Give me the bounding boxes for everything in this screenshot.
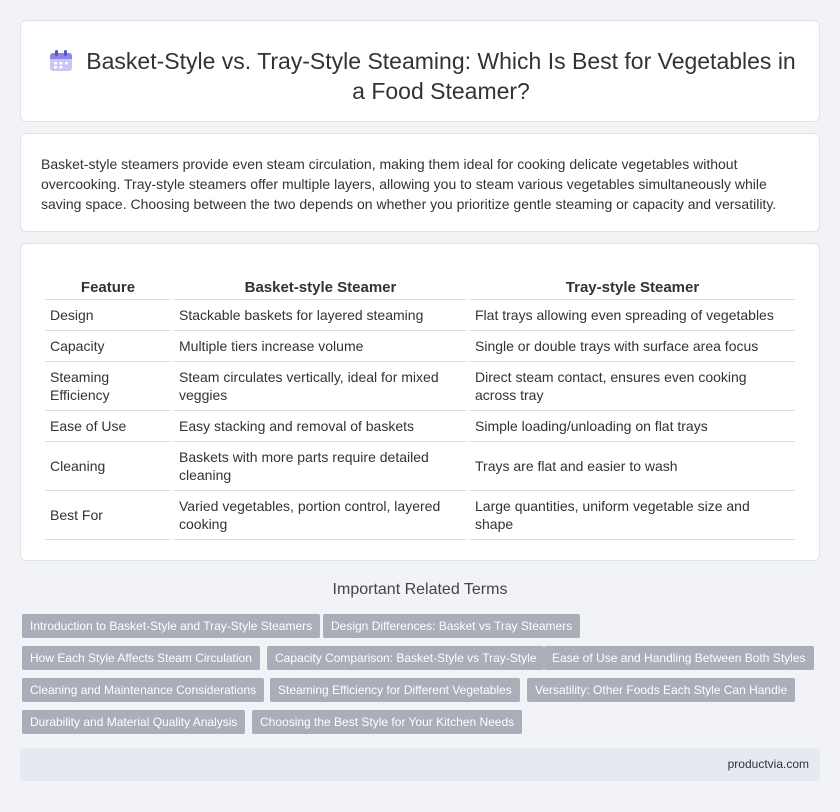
related-term-tag[interactable]: How Each Style Affects Steam Circulation — [22, 646, 260, 670]
table-row — [45, 411, 795, 442]
table-cell: Design — [45, 300, 171, 331]
table-cell: Easy stacking and removal of baskets — [174, 411, 467, 442]
related-term-tag[interactable]: Introduction to Basket-Style and Tray-Style Steamers — [22, 614, 320, 638]
table-cell: Multiple tiers increase volume — [174, 331, 467, 362]
table-cell: Cleaning — [45, 442, 171, 491]
related-term-tag[interactable]: Durability and Material Quality Analysis — [22, 710, 245, 734]
table-cell: Trays are flat and easier to wash — [470, 442, 795, 491]
related-term-tag[interactable]: Design Differences: Basket vs Tray Steamers — [323, 614, 580, 638]
related-term-tag[interactable]: Steaming Efficiency for Different Vegetables — [270, 678, 520, 702]
footer-site-link[interactable]: productvia.com — [727, 757, 809, 771]
table-row — [45, 442, 795, 491]
comparison-card — [20, 243, 820, 561]
column-header: Basket-style Steamer — [174, 275, 467, 300]
related-term-tag[interactable]: Ease of Use and Handling Between Both Styles — [544, 646, 814, 670]
related-term-tag[interactable]: Capacity Comparison: Basket-Style vs Tray-Style — [267, 646, 544, 670]
table-cell: Steaming Efficiency — [45, 362, 171, 411]
table-cell: Ease of Use — [45, 411, 171, 442]
title-card — [20, 20, 820, 122]
page-title: Basket-Style vs. Tray-Style Steaming: Which Is Best for Vegetables in a Food Steamer? — [86, 48, 796, 104]
column-header: Tray-style Steamer — [470, 275, 795, 300]
table-row — [45, 300, 795, 331]
calendar-icon — [49, 50, 73, 72]
related-term-tag[interactable]: Cleaning and Maintenance Considerations — [22, 678, 264, 702]
table-cell: Stackable baskets for layered steaming — [174, 300, 467, 331]
table-cell: Flat trays allowing even spreading of vegetables — [470, 300, 795, 331]
table-header-row — [45, 275, 795, 300]
table-cell: Direct steam contact, ensures even cooking across tray — [470, 362, 795, 411]
column-header: Feature — [45, 275, 171, 300]
table-row — [45, 491, 795, 540]
table-cell: Steam circulates vertically, ideal for mixed veggies — [174, 362, 467, 411]
table-cell: Varied vegetables, portion control, layered cooking — [174, 491, 467, 540]
related-term-tag[interactable]: Choosing the Best Style for Your Kitchen Needs — [252, 710, 522, 734]
table-row — [45, 362, 795, 411]
comparison-table — [42, 275, 798, 540]
table-cell: Baskets with more parts require detailed cleaning — [174, 442, 467, 491]
intro-paragraph: Basket-style steamers provide even steam circulation, making them ideal for cooking delicate vegetables without overcooking. Tray-style steamers offer multiple layers, allowing you to steam various vegetables simultaneously while saving space. Choosing between the two depends on whether you prioritize gentle steaming or capacity and versatility. — [41, 156, 777, 212]
table-cell: Simple loading/unloading on flat trays — [470, 411, 795, 442]
related-terms-heading: Important Related Terms — [332, 581, 508, 598]
intro-card — [20, 133, 820, 232]
related-term-tag[interactable]: Versatility: Other Foods Each Style Can Handle — [527, 678, 795, 702]
table-row — [45, 331, 795, 362]
table-cell: Single or double trays with surface area focus — [470, 331, 795, 362]
table-cell: Capacity — [45, 331, 171, 362]
table-cell: Best For — [45, 491, 171, 540]
table-cell: Large quantities, uniform vegetable size and shape — [470, 491, 795, 540]
footer — [20, 748, 820, 781]
